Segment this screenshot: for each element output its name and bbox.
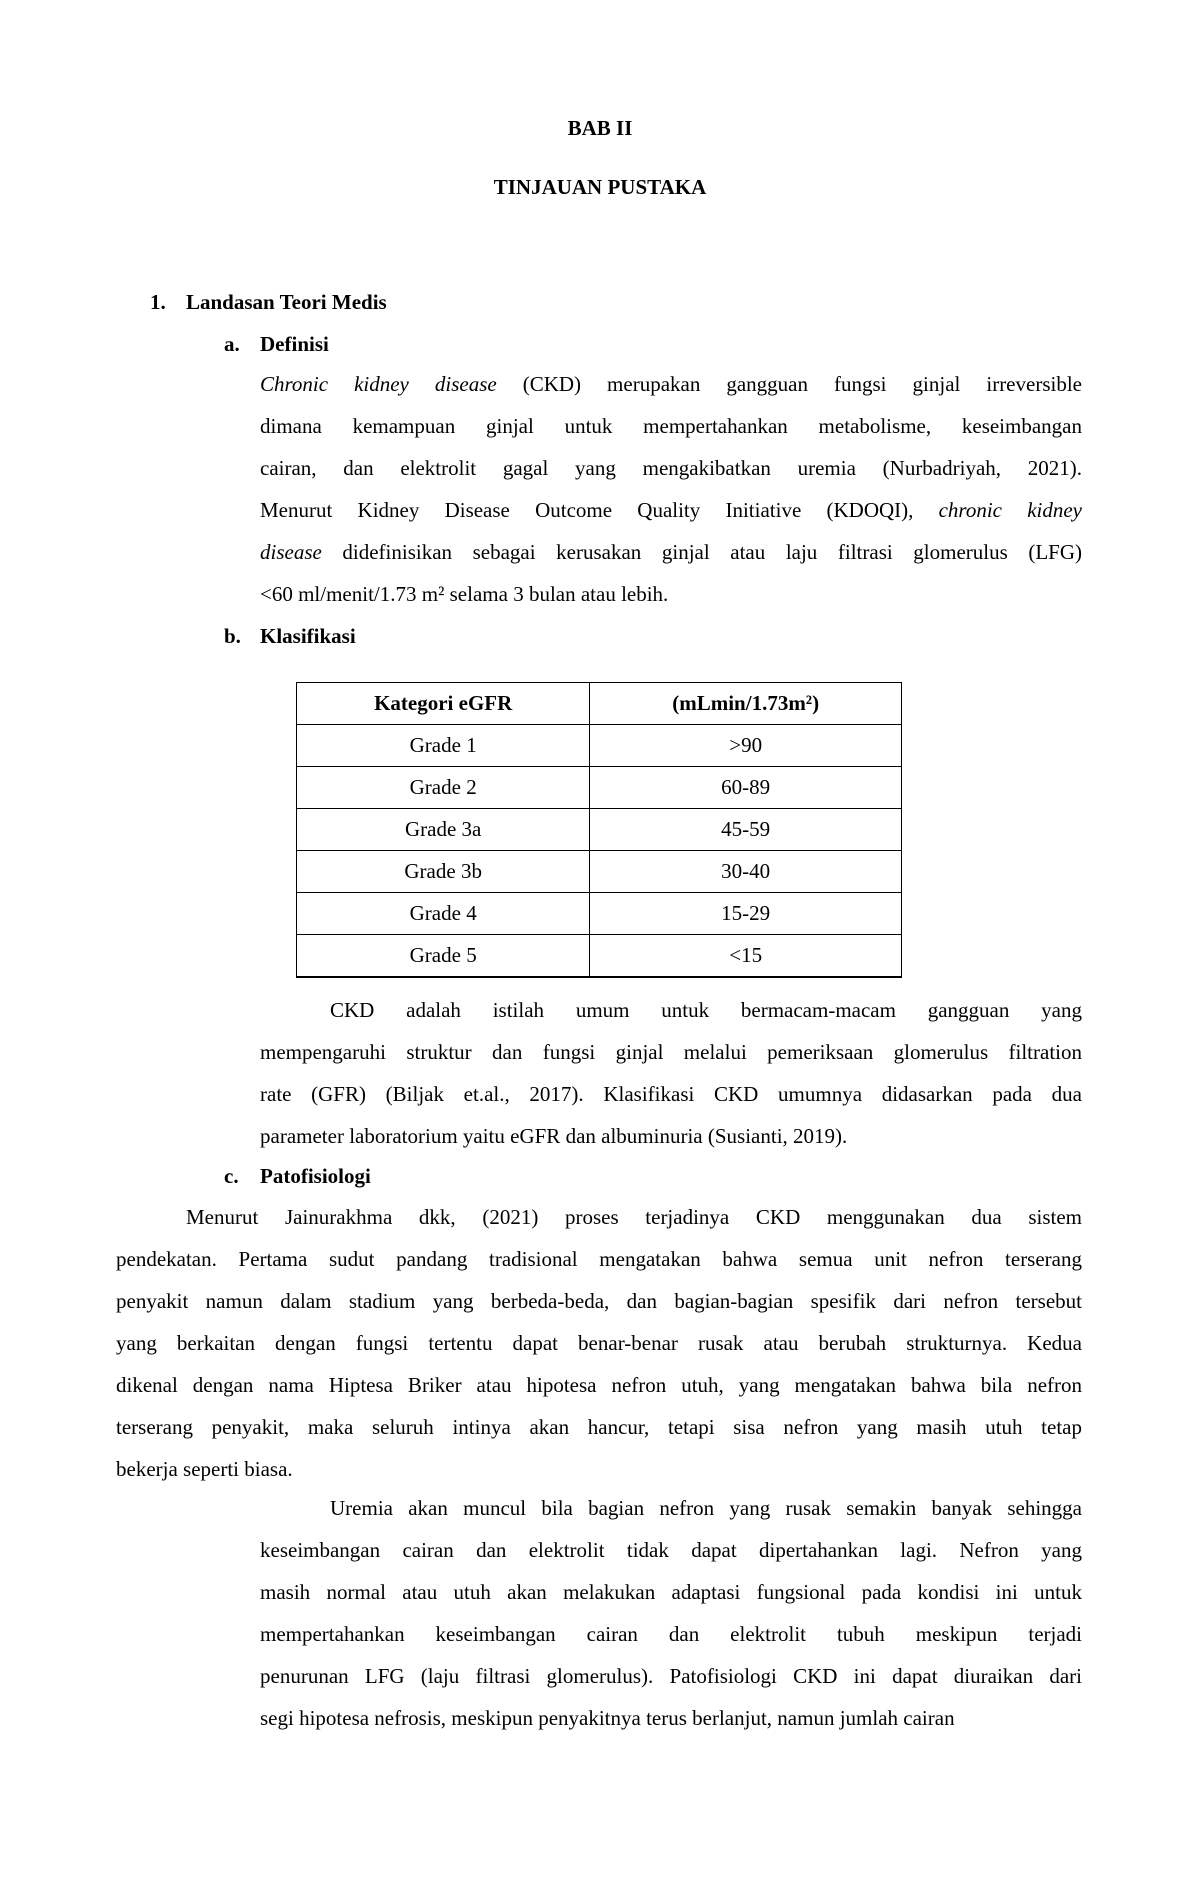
table-cell: Grade 3b — [297, 851, 590, 893]
text-line — [260, 489, 1082, 531]
subsection-title: Patofisiologi — [260, 1164, 371, 1188]
text-line: yang berkaitan dengan fungsi tertentu dapat benar-benar rusak atau berubah strukturnya. Kedua — [116, 1331, 1082, 1355]
text-span: didefinisikan sebagai kerusakan ginjal atau laju filtrasi glomerulus (LFG) — [321, 540, 1082, 564]
text-line: dikenal dengan nama Hiptesa Briker atau hipotesa nefron utuh, yang mengatakan bahwa bila nefron — [116, 1373, 1082, 1397]
italic-term: Chronic kidney disease — [260, 372, 497, 396]
section-number: 1. — [150, 290, 166, 314]
text-line — [260, 447, 1082, 489]
table-row — [297, 809, 902, 851]
table-cell: >90 — [590, 725, 902, 767]
italic-term: chronic kidney — [938, 498, 1082, 522]
subsection-number: a. — [224, 332, 240, 356]
subsection-title: Definisi — [260, 332, 329, 356]
table-cell: Grade 1 — [297, 725, 590, 767]
subsection-heading-klasifikasi — [224, 624, 356, 649]
section-title: Landasan Teori Medis — [186, 290, 387, 314]
text-span: dimana kemampuan ginjal untuk mempertahankan metabolisme, keseimbangan — [260, 414, 1082, 438]
egfr-classification-table — [296, 682, 902, 978]
table-row — [297, 935, 902, 978]
subsection-number: b. — [224, 624, 241, 648]
table-row — [297, 725, 902, 767]
text-line: mempertahankan keseimbangan cairan dan elektrolit tubuh meskipun terjadi — [260, 1622, 1082, 1646]
table-row — [297, 767, 902, 809]
text-line: parameter laboratorium yaitu eGFR dan albuminuria (Susianti, 2019). — [260, 1124, 848, 1148]
subsection-title: Klasifikasi — [260, 624, 356, 648]
table-cell: 60-89 — [590, 767, 902, 809]
text-line: masih normal atau utuh akan melakukan adaptasi fungsional pada kondisi ini untuk — [260, 1580, 1082, 1604]
patofisiologi-paragraph-2 — [260, 1487, 1082, 1739]
text-line: mempengaruhi struktur dan fungsi ginjal melalui pemeriksaan glomerulus filtration — [260, 1040, 1082, 1064]
table-cell: <15 — [590, 935, 902, 978]
chapter-title: BAB II — [567, 116, 633, 140]
text-line: rate (GFR) (Biljak et.al., 2017). Klasifikasi CKD umumnya didasarkan pada dua — [260, 1082, 1082, 1106]
text-line: penurunan LFG (laju filtrasi glomerulus). Patofisiologi CKD ini dapat diuraikan dari — [260, 1664, 1082, 1688]
text-span: (CKD) merupakan gangguan fungsi ginjal irreversible — [496, 372, 1082, 396]
section-heading-landasan — [150, 290, 387, 315]
text-line — [260, 531, 1082, 573]
patofisiologi-paragraph-1 — [116, 1196, 1082, 1490]
table-header-row — [297, 683, 902, 725]
table-header-cell: (mLmin/1.73m²) — [590, 683, 902, 725]
text-line — [260, 573, 1082, 615]
table-cell: Grade 2 — [297, 767, 590, 809]
text-line: keseimbangan cairan dan elektrolit tidak dapat dipertahankan lagi. Nefron yang — [260, 1538, 1082, 1562]
subsection-heading-patofisiologi — [224, 1164, 371, 1189]
text-line: penyakit namun dalam stadium yang berbeda-beda, dan bagian-bagian spesifik dari nefron tersebut — [116, 1289, 1082, 1313]
text-line — [260, 363, 1082, 405]
text-span: cairan, dan elektrolit gagal yang mengakibatkan uremia (Nurbadriyah, 2021). — [260, 456, 1082, 480]
subsection-heading-definisi — [224, 332, 329, 357]
klasifikasi-paragraph — [260, 989, 1082, 1157]
text-line: Uremia akan muncul bila bagian nefron yang rusak semakin banyak sehingga — [330, 1496, 1082, 1520]
table-cell: 30-40 — [590, 851, 902, 893]
table-header-cell: Kategori eGFR — [297, 683, 590, 725]
text-line: Menurut Jainurakhma dkk, (2021) proses terjadinya CKD menggunakan dua sistem — [186, 1205, 1082, 1229]
text-line: CKD adalah istilah umum untuk bermacam-macam gangguan yang — [330, 998, 1082, 1022]
chapter-subtitle: TINJAUAN PUSTAKA — [493, 175, 707, 199]
table-cell: 15-29 — [590, 893, 902, 935]
definisi-paragraph — [260, 363, 1082, 615]
table-cell: Grade 5 — [297, 935, 590, 978]
subsection-number: c. — [224, 1164, 239, 1188]
table-cell: Grade 3a — [297, 809, 590, 851]
text-line: segi hipotesa nefrosis, meskipun penyakitnya terus berlanjut, namun jumlah cairan — [260, 1706, 955, 1730]
text-span: Menurut Kidney Disease Outcome Quality Initiative (KDOQI), — [260, 498, 939, 522]
table-row — [297, 851, 902, 893]
text-line — [260, 405, 1082, 447]
text-span: <60 ml/menit/1.73 m² selama 3 bulan atau lebih. — [260, 582, 669, 606]
text-line: bekerja seperti biasa. — [116, 1457, 293, 1481]
table-cell: Grade 4 — [297, 893, 590, 935]
table-cell: 45-59 — [590, 809, 902, 851]
text-line: pendekatan. Pertama sudut pandang tradisional mengatakan bahwa semua unit nefron terserang — [116, 1247, 1082, 1271]
italic-term: disease — [260, 540, 322, 564]
table-row — [297, 893, 902, 935]
text-line: terserang penyakit, maka seluruh intinya akan hancur, tetapi sisa nefron yang masih utuh tetap — [116, 1415, 1082, 1439]
